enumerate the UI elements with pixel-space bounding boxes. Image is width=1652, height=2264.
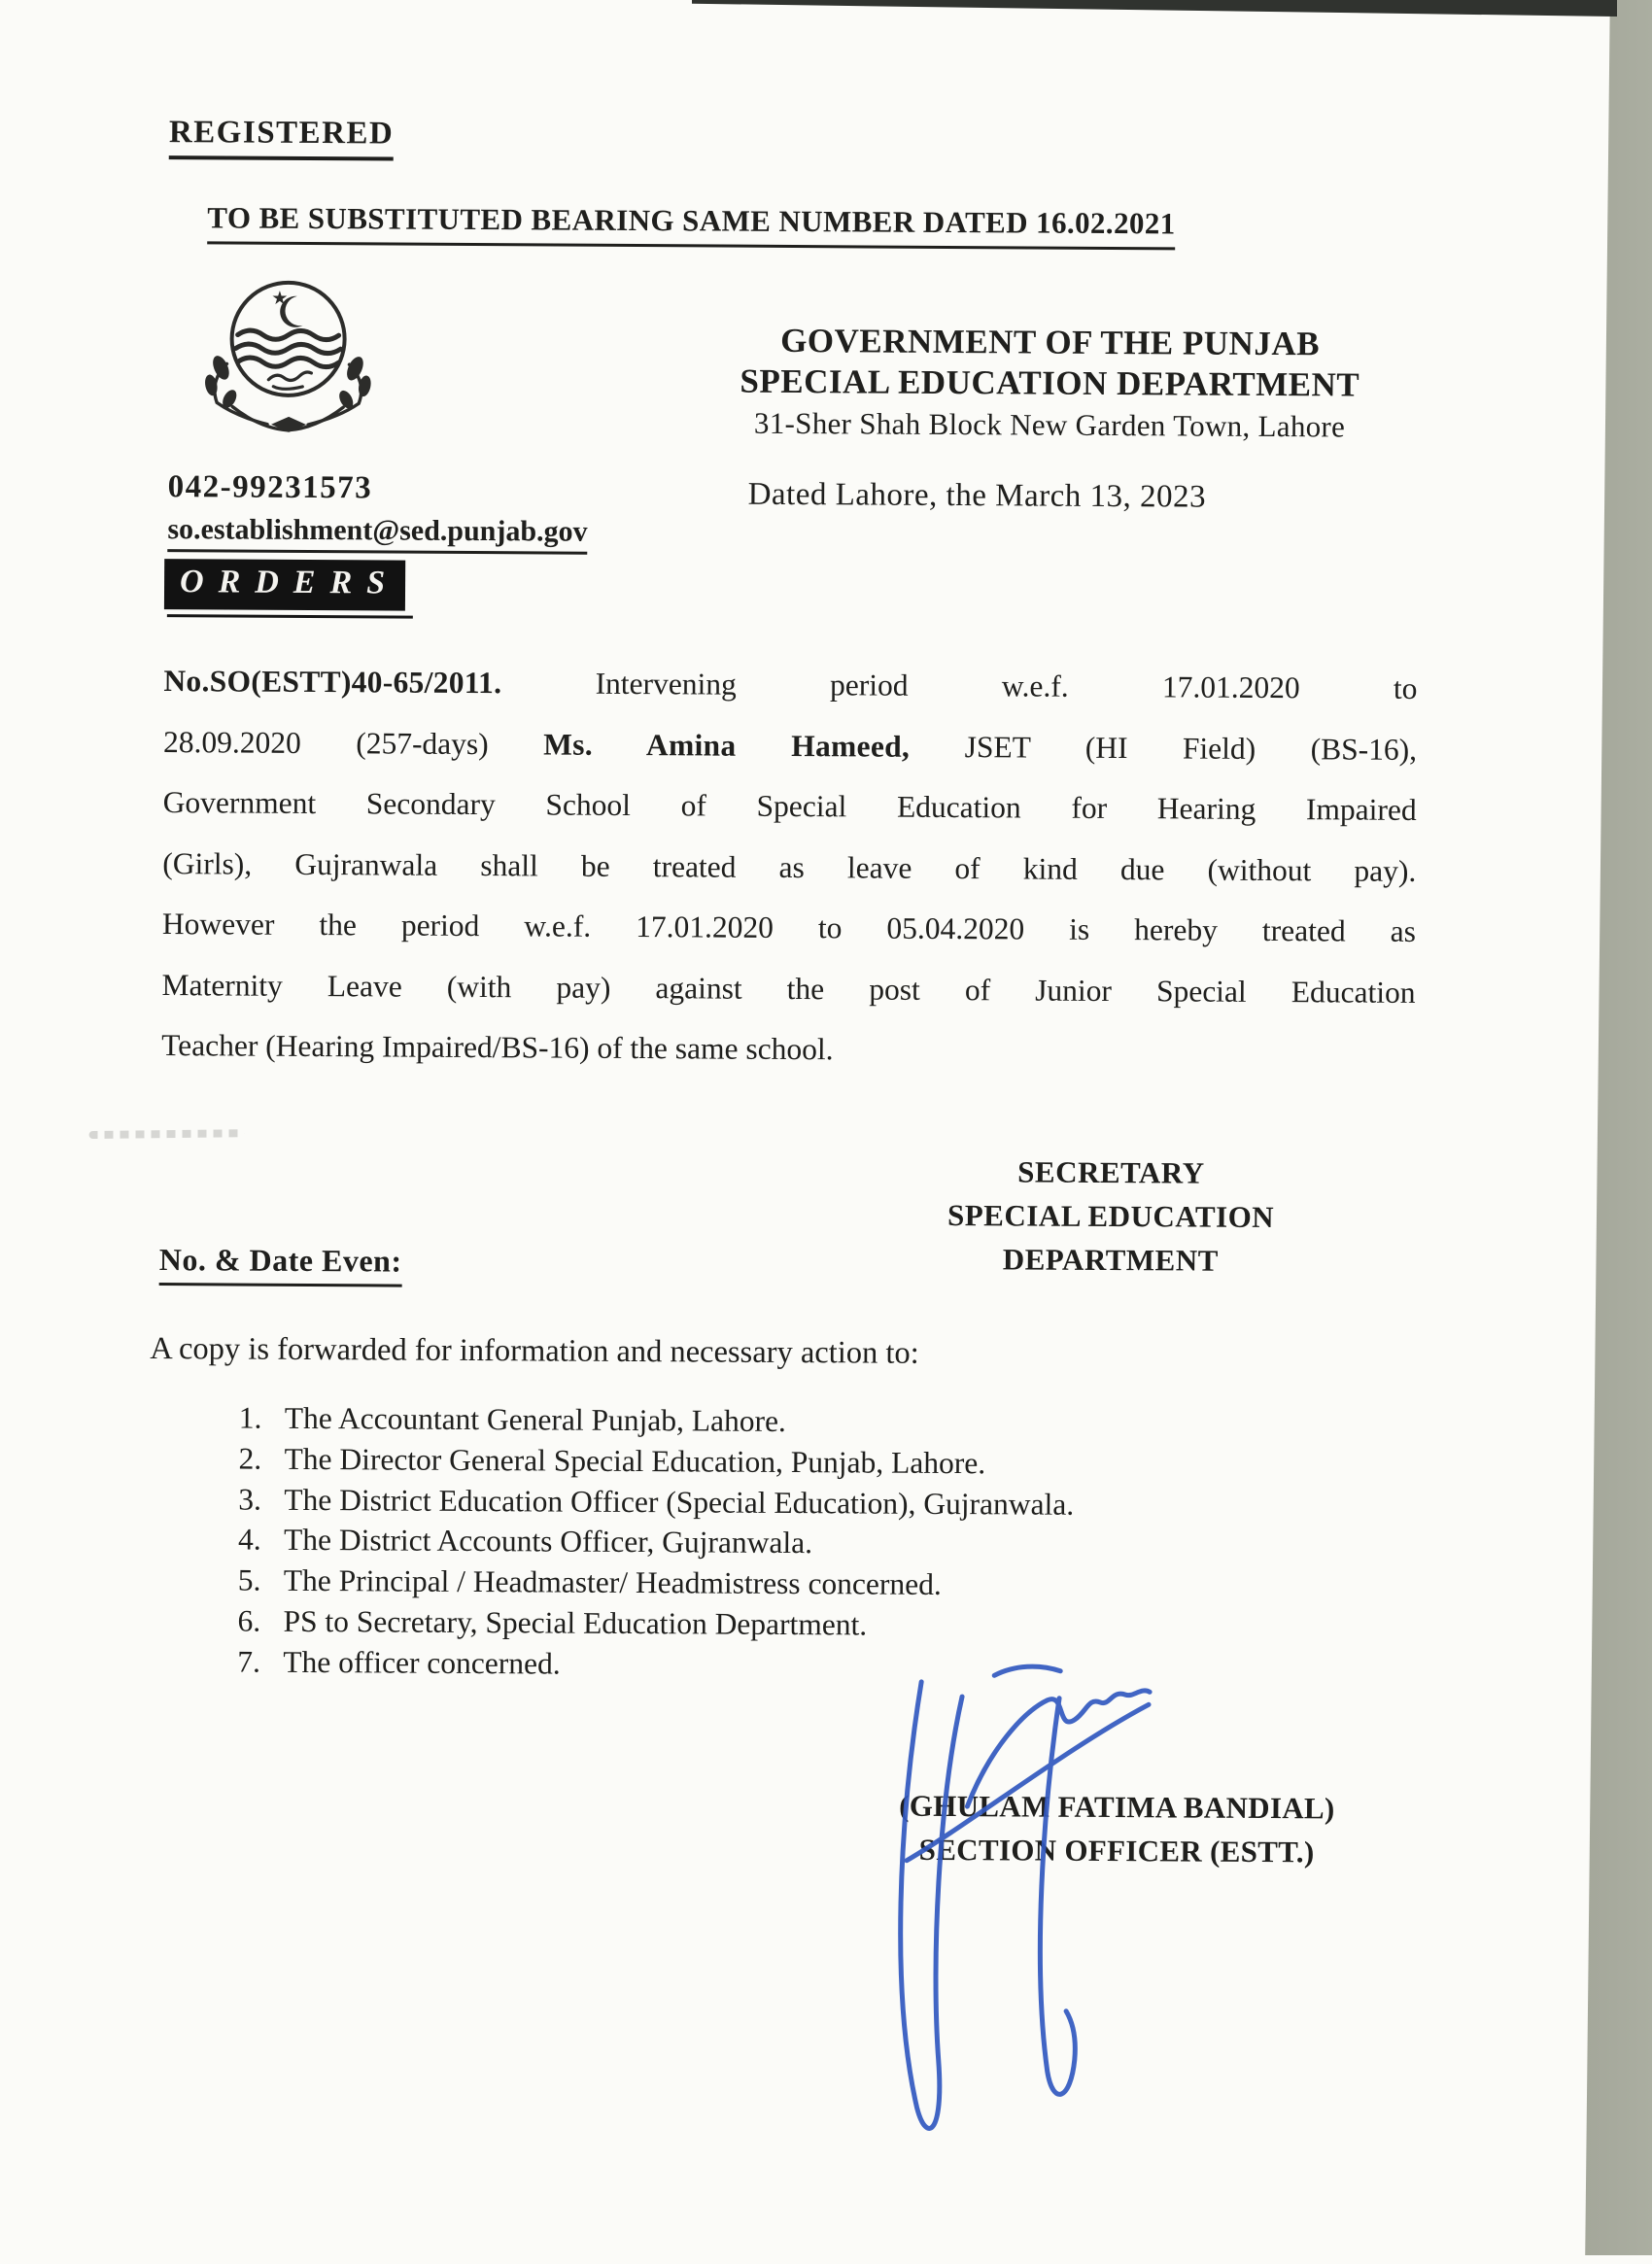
government-title: GOVERNMENT OF THE PUNJAB <box>780 321 1321 363</box>
dated-line: Dated Lahore, the March 13, 2023 <box>747 476 1207 515</box>
signatory-title: SECTION OFFICER (ESTT.) <box>918 1832 1315 1870</box>
list-item: 7. The officer concerned. <box>237 1644 561 1681</box>
order-text-line: 28.09.2020 (257-days) Ms. Amina Hameed, JSET (HI Field) (BS-16), <box>162 724 1418 767</box>
email-address: so.establishment@sed.punjab.gov <box>167 513 587 555</box>
list-item: 4. The District Accounts Officer, Gujranwala. <box>237 1522 813 1561</box>
order-text-line: No.SO(ESTT)40-65/2011. Intervening period w.e.f. 17.01.2020 to <box>163 664 1418 705</box>
faint-pencil-mark <box>89 1129 245 1139</box>
no-date-even-label: No. & Date Even: <box>159 1242 402 1287</box>
distribution-intro: A copy is forwarded for information and necessary action to: <box>150 1330 919 1371</box>
list-item: 1. The Accountant General Punjab, Lahore. <box>238 1400 786 1438</box>
department-address: 31-Sher Shah Block New Garden Town, Lahore <box>753 405 1346 444</box>
registered-label: REGISTERED <box>169 115 395 160</box>
orders-heading: ORDERS <box>164 559 405 611</box>
signatory-line: DEPARTMENT <box>1002 1242 1219 1278</box>
punjab-government-crest-logo <box>176 270 400 442</box>
phone-number: 042-99231573 <box>167 469 373 506</box>
order-text-line: However the period w.e.f. 17.01.2020 to 05.04.2020 is hereby treated as <box>161 907 1417 948</box>
list-item: 2. The Director General Special Education, Punjab, Lahore. <box>238 1441 986 1481</box>
list-item: 6. PS to Secretary, Special Education Department. <box>237 1603 868 1642</box>
signatory-name: (GHULAM FATIMA BANDIAL) <box>899 1788 1335 1826</box>
order-text-line: Government Secondary School of Special Education for Hearing Impaired <box>162 785 1417 827</box>
secretary-signatory-block <box>868 1149 1355 1284</box>
order-text-line: Teacher (Hearing Impaired/BS-16) of the same school. <box>161 1028 834 1067</box>
letterhead <box>678 320 1422 448</box>
signature-ink <box>841 1642 1178 2163</box>
order-text-line: (Girls), Gujranwala shall be treated as leave of kind due (without pay). <box>162 845 1417 888</box>
order-paragraph <box>161 651 1418 1083</box>
list-item: 3. The District Education Officer (Special Education), Gujranwala. <box>238 1482 1075 1522</box>
signatory-line: SPECIAL EDUCATION <box>946 1198 1275 1235</box>
substitution-notice: TO BE SUBSTITUTED BEARING SAME NUMBER DATED 16.02.2021 <box>207 200 1176 250</box>
department-title: SPECIAL EDUCATION DEPARTMENT <box>740 361 1360 404</box>
signatory-line: SECRETARY <box>1017 1154 1205 1190</box>
order-text-line: Maternity Leave (with pay) against the post of Junior Special Education <box>161 967 1416 1010</box>
list-item: 5. The Principal / Headmaster/ Headmistress concerned. <box>237 1562 942 1602</box>
